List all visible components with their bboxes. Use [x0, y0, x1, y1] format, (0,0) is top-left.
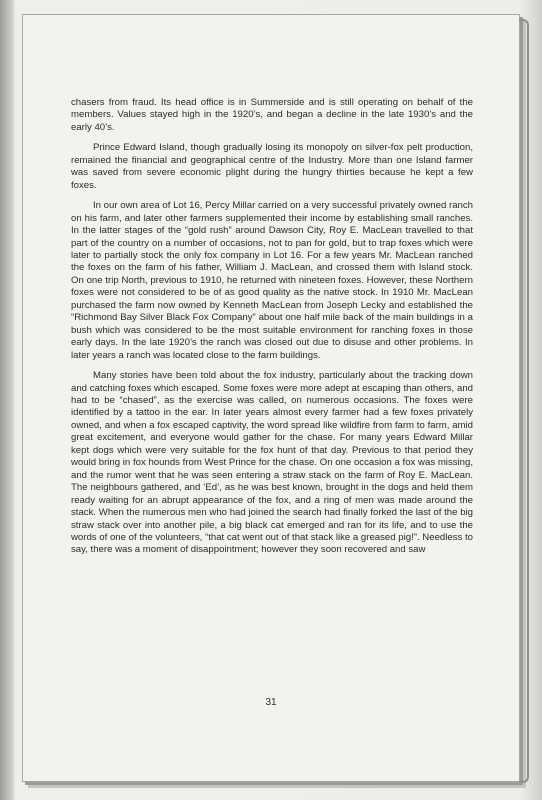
paragraph-fox-stories: Many stories have been told about the fox industry, particularly about the tracking down and catching foxes which escaped. Some foxes were more adept at escaping than others, and had to be “chased”, as the exercise was called, on numerous occasions. The foxes were identified by a tattoo in the ear. In later years almost every farmer had a few foxes privately owned, and when a fox escaped captivity, the word spread like wildfire from farm to farm, amid great excitement, and everyone would gather for the chase. For many years Edward Millar kept dogs which were very suitable for the fox hunt of that day. Previous to that period they would bring in fox hounds from West Prince for the chase. On one occasion a fox was missing, and the rumor went that he was seen entering a straw stack on the farm of Roy E. MacLean. The neighbours gathered, and ‘Ed’, as he was best known, brought in the dogs and held them ready waiting for an abrupt appearance of the fox, and a ring of men was made around the stack. When the numerous men who had joined the search had finally forked the last of the big straw stack over into another pile, a big black cat emerged and ran for its life, and to use the words of one of the volunteers, “that cat went out of that stack like a greased pig!”. Needless to say, there was a moment of disappointment; however they soon recovered and saw — [71, 370, 473, 556]
page-stack-edge — [519, 19, 529, 783]
paragraph-continuation: chasers from fraud. Its head office is in Summerside and is still operating on behalf of the members. Values stayed high in the 1920’s, and began a decline in the late 1930’s and the early 40’s. — [71, 97, 473, 133]
body-text — [71, 97, 473, 565]
book-binding-edge — [0, 0, 14, 800]
paragraph-pei-industry: Prince Edward Island, though gradually losing its monopoly on silver-fox pelt production, remained the financial and geographical centre of the Industry. More than one Island farmer was saved from severe economic plight during the hungry thirties because he kept a few foxes. — [71, 142, 473, 191]
page-number: 31 — [265, 697, 277, 708]
book-page — [22, 14, 520, 782]
paragraph-lot-16: In our own area of Lot 16, Percy Millar carried on a very successful privately owned ranch on his farm, and later other farmers supplemented their income by establishing small ranches. In the latter stages of the “gold rush” around Dawson City, Roy E. MacLean travelled to that part of the country on a number of occasions, not to pan for gold, but to trap foxes which were later to partially stock the only fox company in Lot 16. For a few years Mr. MacLean ranched the foxes on the farm of his father, William J. MacLean, and crossed them with Island stock. On one trip North, previous to 1910, he returned with nineteen foxes. However, these Northern foxes were not considered to be of as good quality as the native stock. In 1910 Mr. MacLean purchased the farm now owned by Kenneth MacLean from Joseph Lecky and established the “Richmond Bay Silver Black Fox Company” about one half mile back of the main buildings in a bush which was considered to be the most suitable environment for ranching foxes in those early days. In the late 1920’s the ranch was closed out due to disuse and other problems. In later years a ranch was located close to the farm buildings. — [71, 200, 473, 361]
